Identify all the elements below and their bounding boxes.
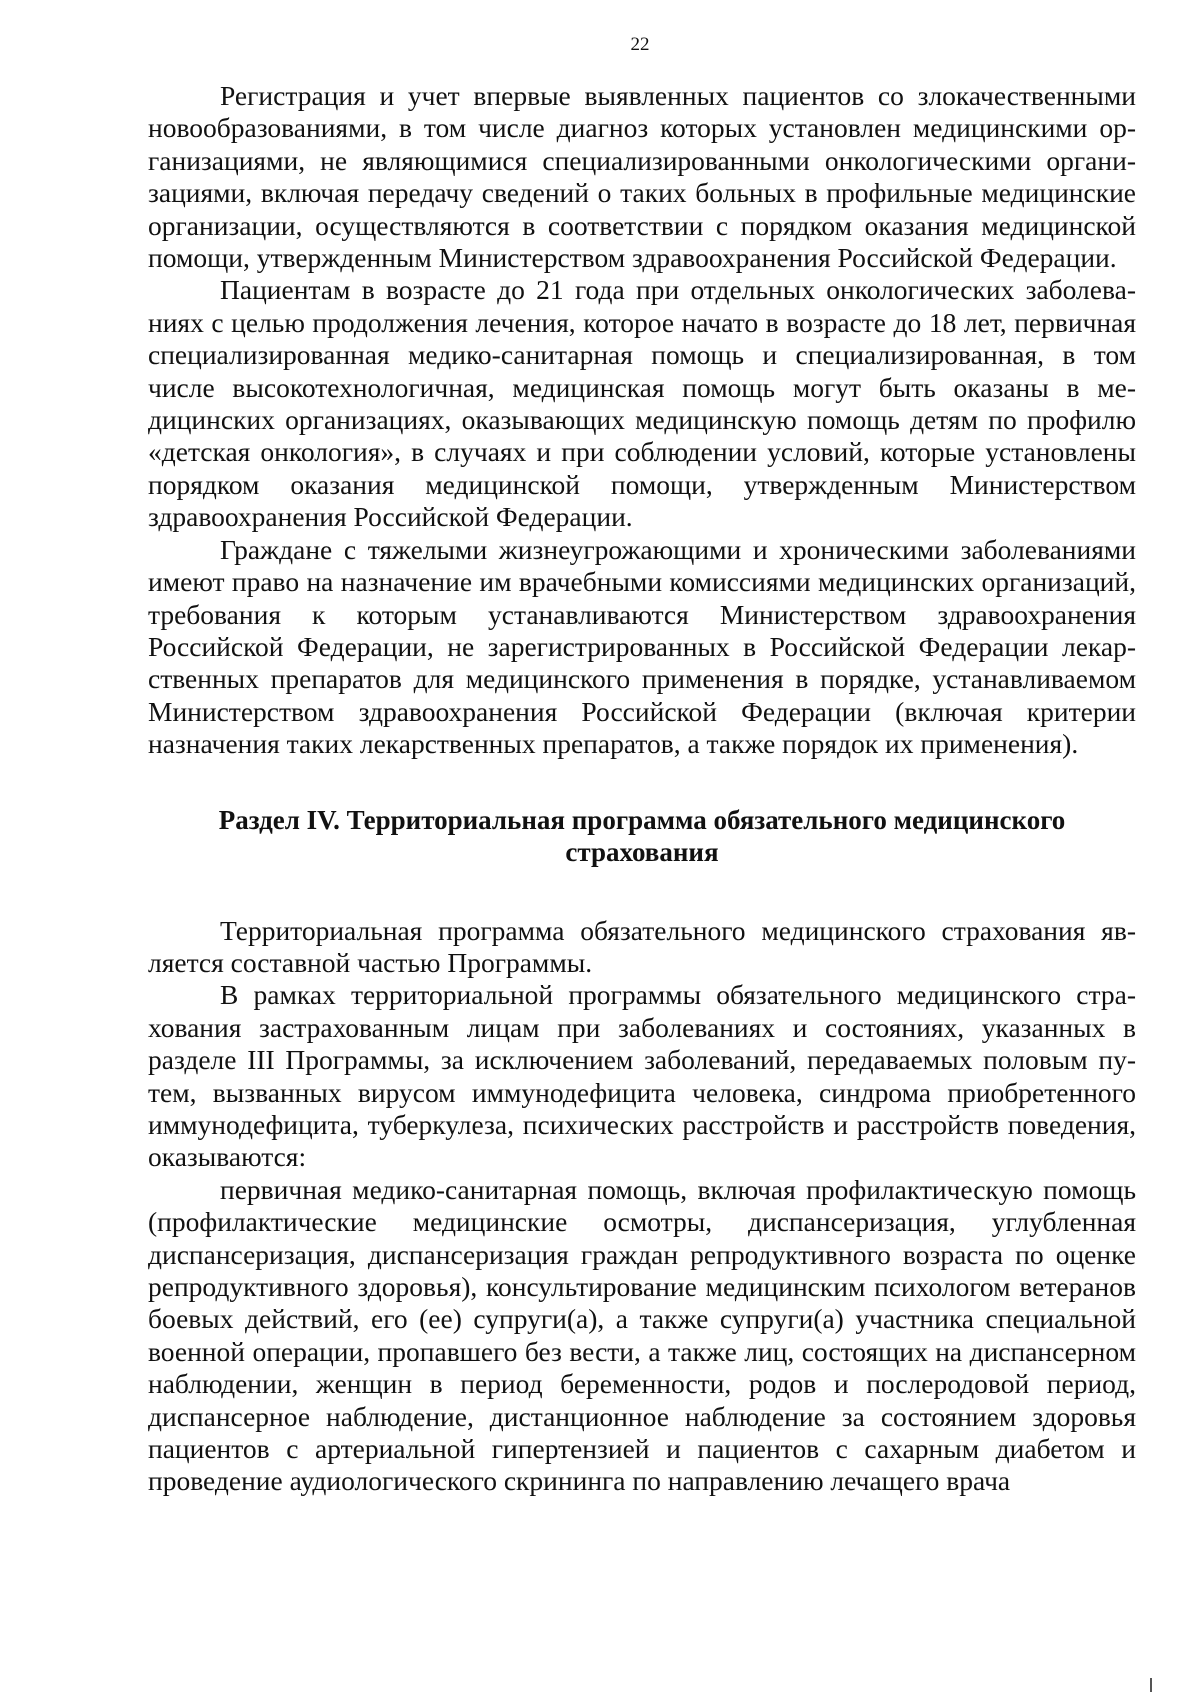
section-heading-line-1: Раздел IV. Территориальная программа обязательного медицинского <box>218 804 1066 835</box>
section-heading-line-2: страхования <box>565 836 719 867</box>
page-number: 22 <box>630 34 650 55</box>
paragraph-registration: Регистрация и учет впервые выявленных пациентов со злокачественными новообразованиями, в том числе диагноз которых установлен медицинскими организациями, не являющимися специализированными онкологическими организациями, включая передачу сведений о таких больных в профильные медицинские организации, осуществляются в соответствии с порядком оказания медицинской помощи, утвержденным Министерством здравоохранения Российской Федерации. <box>148 80 1136 274</box>
scan-edge-mark <box>1150 1678 1152 1692</box>
paragraph-territorial-program: Территориальная программа обязательного медицинского страхования является составной частью Программы. <box>148 914 1136 978</box>
document-body <box>148 80 1136 1498</box>
section-heading <box>148 804 1136 868</box>
paragraph-unregistered-drugs: Граждане с тяжелыми жизнеугрожающими и хроническими заболеваниями имеют право на назначение им врачебными комиссиями медицинских организаций, требования к которым устанавливаются Министерством здравоохранения Российской Федерации, не зарегистрированных в Российской Федерации лекарственных препаратов для медицинского применения в порядке, устанавливаемом Министерством здравоохранения Российской Федерации (включая критерии назначения таких лекарственных препаратов, а также порядок их применения). <box>148 533 1136 760</box>
paragraph-insured-persons: В рамках территориальной программы обязательного медицинского страхования застрахованным лицам при заболеваниях и состояниях, указанных в разделе III Программы, за исключением заболеваний, передаваемых половым путем, вызванных вирусом иммунодефицита человека, синдрома приобретенного иммунодефицита, туберкулеза, психических расстройств и расстройств поведения, оказываются: <box>148 979 1136 1173</box>
paragraph-primary-care: первичная медико-санитарная помощь, включая профилактическую помощь (профилактические медицинские осмотры, диспансеризация, углубленная диспансеризация, диспансеризация граждан репродуктивного возраста по оценке репродуктивного здоровья), консультирование медицинским психологом ветеранов боевых действий, его (ее) супруги(а), а также супруги(а) участника специальной военной операции, пропавшего без вести, а также лиц, состоящих на диспансерном наблюдении, женщин в период беременности, родов и послеродовой период, диспансерное наблюдение, дистанционное наблюдение за состоянием здоровья пациентов с артериальной гипертензией и пациентов с сахарным диабетом и проведение аудиологического скрининга по направлению лечащего врача <box>148 1173 1136 1497</box>
paragraph-patients-under-21: Пациентам в возрасте до 21 года при отдельных онкологических заболеваниях с целью продолжения лечения, которое начато в возрасте до 18 лет, первичная специализированная медико-санитарная помощь и специализированная, в том числе высокотехнологичная, медицинская помощь могут быть оказаны в медицинских организациях, оказывающих медицинскую помощь детям по профилю «детская онкология», в случаях и при соблюдении условий, которые установлены порядком оказания медицинской помощи, утвержденным Министерством здравоохранения Российской Федерации. <box>148 274 1136 533</box>
